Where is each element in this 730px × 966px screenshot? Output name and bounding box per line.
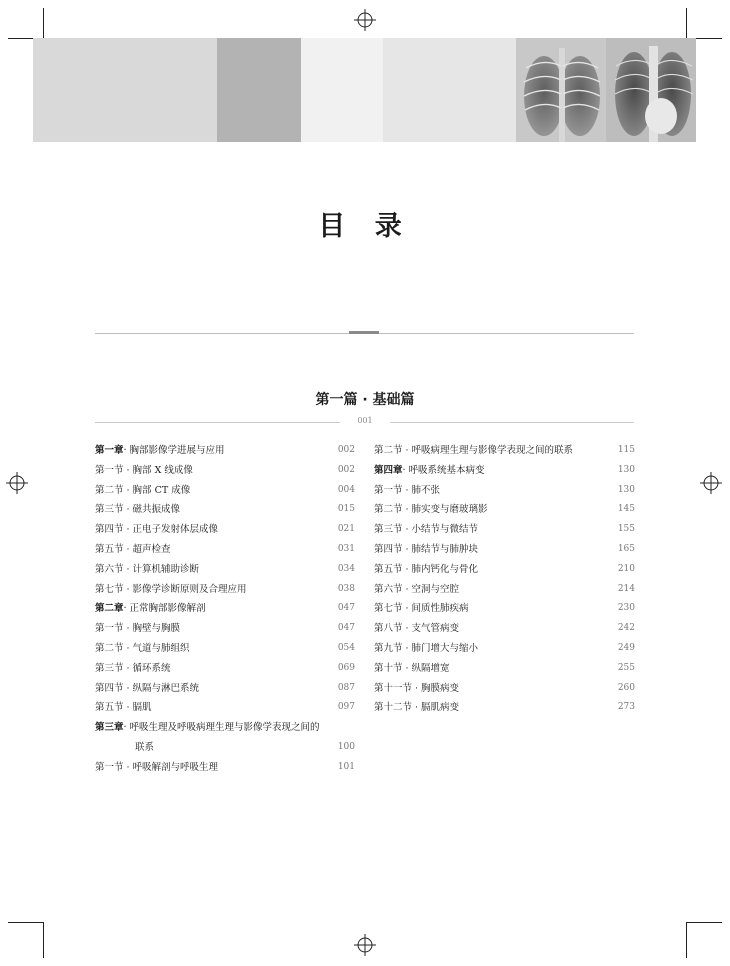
toc-entry-title <box>374 639 478 659</box>
toc-section-entry[interactable] <box>374 520 635 540</box>
toc-entry-text: · 呼吸生理及呼吸病理生理与影像学表现之间的 <box>123 722 320 734</box>
toc-entry-text: 第一节 · 呼吸解剖与呼吸生理 <box>95 761 219 773</box>
toc-entry-title <box>95 758 218 778</box>
toc-page-number: 021 <box>337 524 355 535</box>
toc-section-entry[interactable] <box>95 738 355 758</box>
toc-section-entry[interactable] <box>374 599 635 619</box>
toc-entry-text: 第七节 · 影像学诊断原则及合理应用 <box>95 583 247 595</box>
toc-page-number: 210 <box>617 563 635 574</box>
toc-section-entry[interactable] <box>374 698 635 718</box>
toc-entry-text: 第三节 · 磁共振成像 <box>95 504 181 516</box>
toc-entry-text: 第五节 · 超声检查 <box>95 543 171 555</box>
toc-page-number: 230 <box>617 603 635 614</box>
toc-entry-text: 第二节 · 肺实变与磨玻璃影 <box>374 504 488 516</box>
toc-chapter-entry[interactable] <box>95 441 355 461</box>
toc-entry-title <box>374 580 459 600</box>
toc-page-number: 047 <box>337 623 355 634</box>
toc-entry-title <box>135 738 154 758</box>
toc-entry-title <box>95 520 218 540</box>
toc-section-entry[interactable] <box>374 580 635 600</box>
toc-entry-text: 第九节 · 肺门增大与缩小 <box>374 642 479 654</box>
page-title: 目 录 <box>318 211 412 242</box>
toc-section-entry[interactable] <box>374 619 635 639</box>
toc-page-number: 165 <box>617 543 635 554</box>
toc-section-entry[interactable] <box>95 679 355 699</box>
toc-entry-title <box>95 500 180 520</box>
toc-entry-title <box>95 560 199 580</box>
toc-section-entry[interactable] <box>374 560 635 580</box>
toc-section-entry[interactable] <box>95 580 355 600</box>
toc-page-number: 047 <box>337 603 355 614</box>
toc-section-entry[interactable] <box>95 481 355 501</box>
toc-section-entry[interactable] <box>95 619 355 639</box>
toc-entry-title <box>95 580 247 600</box>
toc-entry-text: 第四节 · 纵隔与淋巴系统 <box>95 682 200 694</box>
toc-section-entry[interactable] <box>95 520 355 540</box>
toc-entry-title <box>374 500 488 520</box>
toc-page-number: 002 <box>337 464 355 475</box>
toc-section-entry[interactable] <box>374 540 635 560</box>
toc-section-entry[interactable] <box>95 500 355 520</box>
toc-section-entry[interactable] <box>95 560 355 580</box>
toc-entry-title <box>374 619 459 639</box>
toc-section-entry[interactable] <box>374 500 635 520</box>
toc-chapter-label: 第四章 <box>374 464 403 476</box>
toc-section-entry[interactable] <box>95 540 355 560</box>
toc-page-number: 002 <box>337 445 355 455</box>
toc-entry-text: 第十二节 · 膈肌病变 <box>374 702 460 714</box>
toc-entry-text: 第七节 · 间质性肺疾病 <box>374 603 469 615</box>
divider-accent <box>349 331 379 334</box>
part-page-number: 001 <box>357 416 373 425</box>
toc-section-entry[interactable] <box>374 679 635 699</box>
registration-mark-icon <box>6 472 28 494</box>
toc-page-number: 087 <box>337 682 355 693</box>
header-band-segment <box>33 38 217 142</box>
toc-entry-title <box>374 659 450 679</box>
toc-entry-text: 第八节 · 支气管病变 <box>374 623 460 635</box>
header-band-segment <box>383 38 516 142</box>
toc-chapter-entry[interactable] <box>95 599 355 619</box>
part-rule <box>390 422 634 423</box>
toc-chapter-label: 第一章 <box>95 445 124 456</box>
toc-entry-title <box>374 441 573 461</box>
toc-page-number: 031 <box>337 543 355 554</box>
toc-page-number: 155 <box>617 524 635 535</box>
part-rule <box>95 422 340 423</box>
chest-xray-image <box>516 38 696 142</box>
toc-entry-text: 第二节 · 呼吸病理生理与影像学表现之间的联系 <box>374 445 574 456</box>
toc-entry-title <box>95 659 171 679</box>
header-band-segment <box>301 38 383 142</box>
toc-left-column <box>95 441 355 778</box>
toc-entry-text: 第六节 · 空洞与空腔 <box>374 583 460 595</box>
crop-mark <box>686 922 687 958</box>
toc-page-number: 069 <box>337 662 355 673</box>
toc-entry-text: 第十一节 · 胸膜病变 <box>374 682 460 694</box>
toc-chapter-label: 第三章 <box>95 722 124 734</box>
crop-mark <box>8 922 44 923</box>
toc-entry-title <box>95 599 206 619</box>
toc-section-entry[interactable] <box>95 659 355 679</box>
toc-entry-title <box>95 481 190 501</box>
header-band-segment <box>217 38 301 142</box>
toc-entry-title <box>374 540 478 560</box>
registration-mark-icon <box>354 934 376 956</box>
toc-entry-text: · 胸部影像学进展与应用 <box>123 445 225 456</box>
toc-entry-text: 第二节 · 胸部 CT 成像 <box>95 484 191 496</box>
toc-entry-title <box>95 679 199 699</box>
toc-section-entry[interactable] <box>374 481 635 501</box>
toc-entry-text: 第四节 · 肺结节与肺肿块 <box>374 543 479 555</box>
toc-entry-title <box>374 698 459 718</box>
registration-mark-icon <box>700 472 722 494</box>
toc-entry-text: 第四节 · 正电子发射体层成像 <box>95 524 219 536</box>
toc-entry-text: 第三节 · 循环系统 <box>95 662 171 674</box>
toc-entry-title <box>374 679 459 699</box>
toc-chapter-entry[interactable] <box>95 718 355 738</box>
toc-page-number: 038 <box>337 583 355 594</box>
toc-section-entry[interactable] <box>95 698 355 718</box>
toc-page-number: 130 <box>617 464 635 475</box>
toc-section-entry[interactable] <box>374 659 635 679</box>
toc-section-entry[interactable] <box>374 639 635 659</box>
registration-mark-icon <box>354 9 376 31</box>
toc-entry-text: 第一节 · 肺不张 <box>374 484 441 496</box>
toc-entry-title <box>374 560 478 580</box>
toc-entry-text: · 正常胸部影像解剖 <box>123 603 206 615</box>
toc-entry-text: 第三节 · 小结节与微结节 <box>374 524 479 536</box>
toc-page-number: 255 <box>617 662 635 673</box>
toc-entry-text: 第一节 · 胸壁与胸膜 <box>95 623 181 635</box>
toc-page-number: 242 <box>617 623 635 634</box>
toc-entry-text: 第六节 · 计算机辅助诊断 <box>95 563 200 575</box>
toc-page-number: 097 <box>337 702 355 713</box>
toc-entry-title <box>95 540 171 560</box>
toc-page-number: 115 <box>617 445 635 455</box>
crop-mark <box>686 922 722 923</box>
toc-entry-text: · 呼吸系统基本病变 <box>402 464 485 476</box>
toc-entry-title <box>95 461 193 481</box>
toc-chapter-entry[interactable] <box>374 461 635 481</box>
toc-section-entry[interactable] <box>95 758 355 778</box>
toc-section-entry[interactable] <box>95 461 355 481</box>
toc-page-number: 034 <box>337 563 355 574</box>
toc-page-number: 100 <box>337 741 355 752</box>
toc-chapter-label: 第二章 <box>95 603 124 615</box>
crop-mark <box>43 922 44 958</box>
toc-entry-title <box>374 520 478 540</box>
toc-entry-title <box>374 481 440 501</box>
toc-page-number: 015 <box>337 504 355 515</box>
toc-page-number: 260 <box>617 682 635 693</box>
toc-section-entry[interactable] <box>95 639 355 659</box>
part-title: 第一篇 · 基础篇 <box>315 392 415 408</box>
toc-page-number: 130 <box>617 484 635 495</box>
toc-entry-text: 第一节 · 胸部 X 线成像 <box>95 464 193 476</box>
toc-page-number: 214 <box>617 583 635 594</box>
toc-entry-title <box>95 698 152 718</box>
toc-page-number: 054 <box>337 642 355 653</box>
toc-entry-title <box>374 599 469 619</box>
toc-entry-title <box>95 619 180 639</box>
toc-section-entry[interactable] <box>374 441 635 461</box>
toc-entry-text: 第二节 · 气道与肺组织 <box>95 642 190 654</box>
toc-page-number: 145 <box>617 504 635 515</box>
toc-entry-text: 第十节 · 纵隔增宽 <box>374 662 450 674</box>
toc-page-number: 273 <box>617 702 635 713</box>
toc-entry-title <box>374 461 485 481</box>
toc-page-number: 004 <box>337 484 355 495</box>
toc-right-column <box>374 441 635 718</box>
toc-entry-title <box>95 718 320 738</box>
toc-page-number: 101 <box>337 761 355 772</box>
toc-entry-text: 联系 <box>135 741 155 753</box>
toc-entry-text: 第五节 · 肺内钙化与骨化 <box>374 563 479 575</box>
toc-entry-title <box>95 639 190 659</box>
toc-page-number: 249 <box>617 642 635 653</box>
toc-entry-title <box>95 441 225 461</box>
toc-entry-text: 第五节 · 膈肌 <box>95 702 152 714</box>
